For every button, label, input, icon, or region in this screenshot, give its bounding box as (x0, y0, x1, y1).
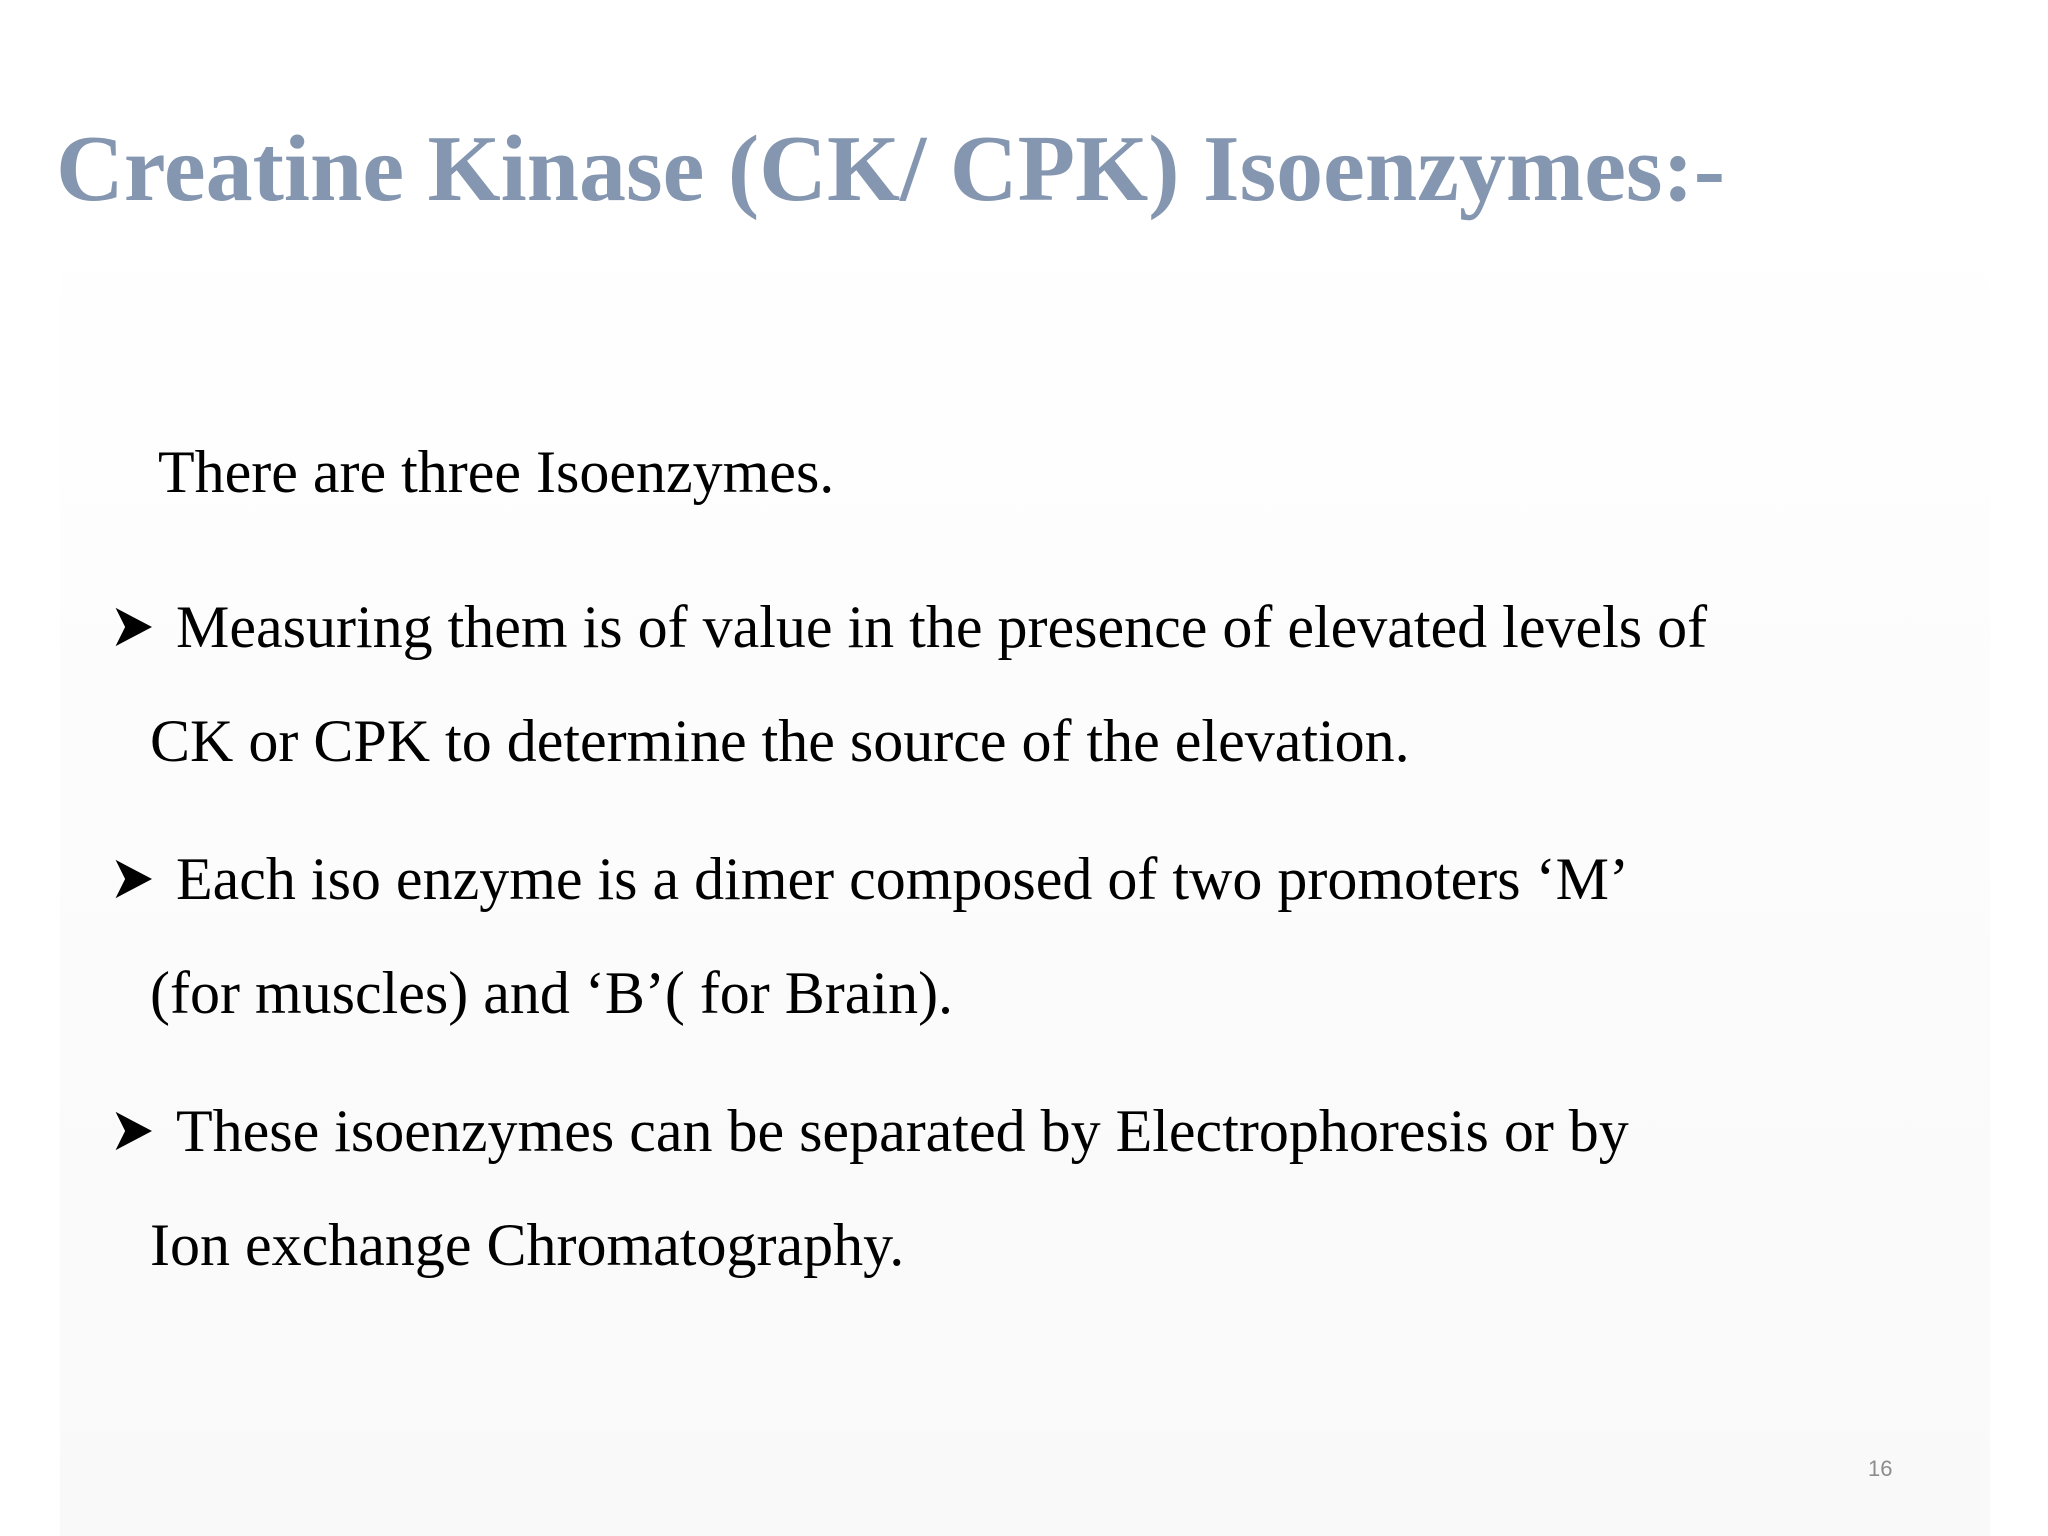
bullet-item (112, 570, 1892, 798)
bullet-text-continuation: (for muscles) and ‘B’( for Brain). (150, 960, 954, 1026)
bullet-text-line: Each iso enzyme is a dimer composed of two promoters ‘M’ (176, 846, 1629, 912)
arrowhead-bullet-icon (112, 1109, 154, 1153)
arrowhead-bullet-icon (112, 857, 154, 901)
bullet-text-line: Measuring them is of value in the presence of elevated levels of (176, 594, 1708, 660)
slide-title: Creatine Kinase (CK/ CPK) Isoenzymes:- (56, 117, 1726, 221)
page-number: 16 (1868, 1456, 1893, 1481)
arrowhead-bullet-icon (112, 605, 154, 649)
bullet-item (112, 1074, 1892, 1302)
bullet-text-line: These isoenzymes can be separated by Electrophoresis or by (176, 1098, 1629, 1164)
bullet-item (112, 822, 1892, 1050)
intro-text: There are three Isoenzymes. (158, 439, 835, 505)
bullet-text-continuation: CK or CPK to determine the source of the elevation. (150, 708, 1410, 774)
bullet-text-continuation: Ion exchange Chromatography. (150, 1212, 905, 1278)
bullet-list (112, 570, 1892, 1326)
